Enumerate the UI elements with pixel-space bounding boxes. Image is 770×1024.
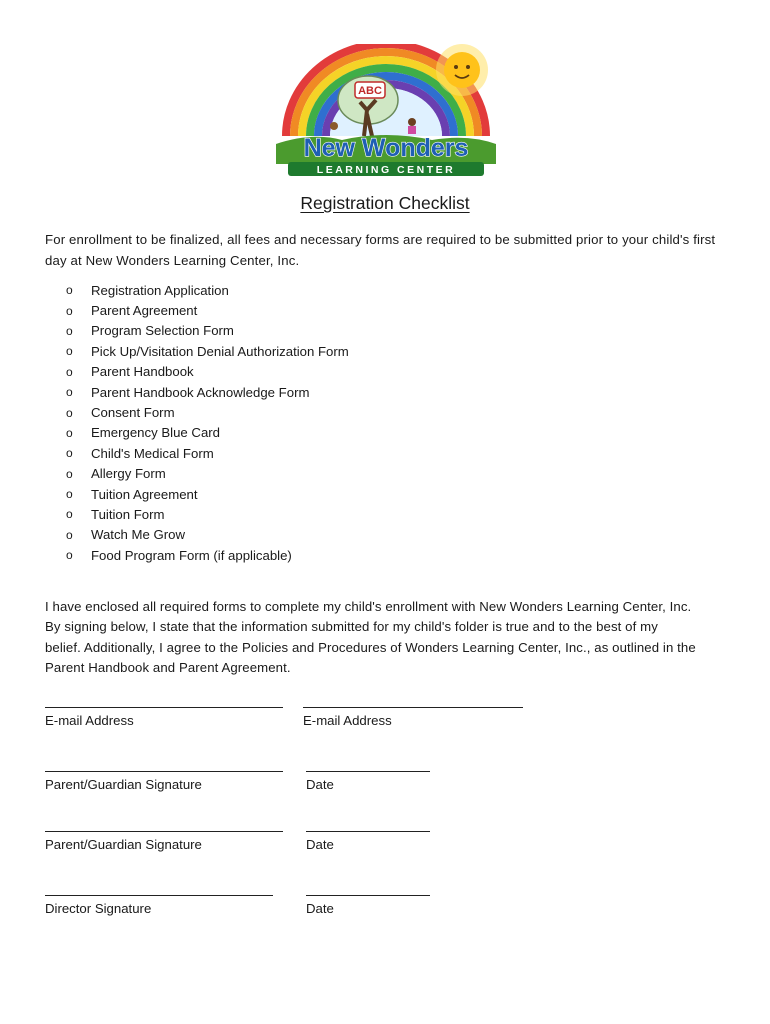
- checklist-item-label: Parent Agreement: [91, 303, 198, 319]
- logo-graphic: [272, 44, 500, 182]
- circle-bullet-icon: o: [66, 303, 73, 318]
- email-address-label: E-mail Address: [45, 713, 134, 728]
- signature-line[interactable]: [303, 707, 523, 708]
- agreement-paragraph: [45, 597, 726, 679]
- circle-bullet-icon: o: [66, 385, 73, 400]
- logo-subtitle-text: LEARNING CENTER: [316, 164, 456, 176]
- signature-line[interactable]: [306, 771, 430, 772]
- checklist-item-label: Tuition Form: [91, 506, 165, 522]
- checklist-item: [66, 280, 349, 300]
- checklist-item-label: Pick Up/Visitation Denial Authorization Form: [91, 343, 349, 359]
- circle-bullet-icon: o: [66, 323, 73, 338]
- circle-bullet-icon: o: [66, 283, 73, 298]
- signature-line[interactable]: [45, 771, 283, 772]
- signature-line[interactable]: [306, 895, 430, 896]
- circle-bullet-icon: o: [66, 466, 73, 481]
- date-label: Date: [306, 777, 334, 792]
- date-field-3[interactable]: [306, 895, 430, 917]
- child-figure-right: [408, 118, 416, 126]
- parent-guardian-signature-label: Parent/Guardian Signature: [45, 837, 202, 852]
- circle-bullet-icon: o: [66, 527, 73, 542]
- circle-bullet-icon: o: [66, 425, 73, 440]
- checklist-item-label: Allergy Form: [91, 466, 166, 482]
- checklist-item: [66, 321, 349, 341]
- circle-bullet-icon: o: [66, 405, 73, 420]
- date-label: Date: [306, 901, 334, 916]
- checklist-item: [66, 525, 349, 545]
- parent-guardian-signature-field-1[interactable]: [45, 771, 283, 793]
- checklist-item: [66, 362, 349, 382]
- checklist-item-label: Watch Me Grow: [91, 527, 186, 543]
- checklist-item-label: Parent Handbook Acknowledge Form: [91, 384, 310, 400]
- checklist-item: [66, 443, 349, 463]
- parent-guardian-signature-field-2[interactable]: [45, 831, 283, 853]
- checklist-item-label: Program Selection Form: [91, 323, 234, 339]
- parent-guardian-signature-label: Parent/Guardian Signature: [45, 777, 202, 792]
- checklist-item-label: Parent Handbook: [91, 364, 194, 380]
- checklist-item-label: Tuition Agreement: [91, 486, 198, 502]
- circle-bullet-icon: o: [66, 487, 73, 502]
- director-signature-field[interactable]: [45, 895, 273, 917]
- checklist-item: [66, 464, 349, 484]
- school-logo: [272, 44, 500, 182]
- checklist-item: [66, 545, 349, 565]
- checklist-item: [66, 300, 349, 320]
- agreement-line: Parent Handbook and Parent Agreement.: [45, 660, 291, 676]
- checklist-item-label: Child's Medical Form: [91, 445, 214, 461]
- circle-bullet-icon: o: [66, 344, 73, 359]
- agreement-line: By signing below, I state that the information submitted for my child's folder is true and to the best of my: [45, 619, 658, 635]
- agreement-line: I have enclosed all required forms to complete my child's enrollment with New Wonders Learning Center, Inc.: [45, 599, 692, 614]
- signature-line[interactable]: [45, 831, 283, 832]
- checklist-item-label: Consent Form: [91, 405, 175, 421]
- checklist-item: [66, 423, 349, 443]
- signature-line[interactable]: [306, 831, 430, 832]
- page-title: Registration Checklist: [300, 193, 470, 213]
- abc-badge-text: ABC: [358, 85, 382, 97]
- director-signature-label: Director Signature: [45, 901, 152, 916]
- child-body-right: [408, 126, 416, 134]
- sun-icon: [436, 44, 488, 96]
- checklist-item: [66, 504, 349, 524]
- checklist-item-label: Emergency Blue Card: [91, 425, 221, 441]
- agreement-line: belief. Additionally, I agree to the Policies and Procedures of Wonders Learning Center, Inc., as outlined in the: [45, 639, 696, 655]
- checklist-item: [66, 382, 349, 402]
- checklist-item-label: Food Program Form (if applicable): [91, 547, 292, 563]
- child-figure-left: [330, 122, 338, 130]
- circle-bullet-icon: o: [66, 507, 73, 522]
- circle-bullet-icon: o: [66, 446, 73, 461]
- checklist-item: [66, 341, 349, 361]
- checklist-item: [66, 484, 349, 504]
- email-address-field-1[interactable]: [45, 707, 283, 729]
- date-field-2[interactable]: [306, 831, 430, 853]
- logo-name-text: New Wonders: [303, 134, 469, 162]
- registration-checklist: [66, 280, 349, 565]
- checklist-item-label: Registration Application: [91, 282, 229, 298]
- email-address-field-2[interactable]: [303, 707, 523, 729]
- signature-line[interactable]: [45, 895, 273, 896]
- date-field-1[interactable]: [306, 771, 430, 793]
- signature-line[interactable]: [45, 707, 283, 708]
- checklist-item: [66, 402, 349, 422]
- circle-bullet-icon: o: [66, 548, 73, 563]
- intro-paragraph: For enrollment to be finalized, all fees and necessary forms are required to be submitted prior to your child's first day at New Wonders Learning Center, Inc.: [45, 232, 716, 268]
- email-address-label: E-mail Address: [303, 713, 392, 728]
- circle-bullet-icon: o: [66, 364, 73, 379]
- date-label: Date: [306, 837, 334, 852]
